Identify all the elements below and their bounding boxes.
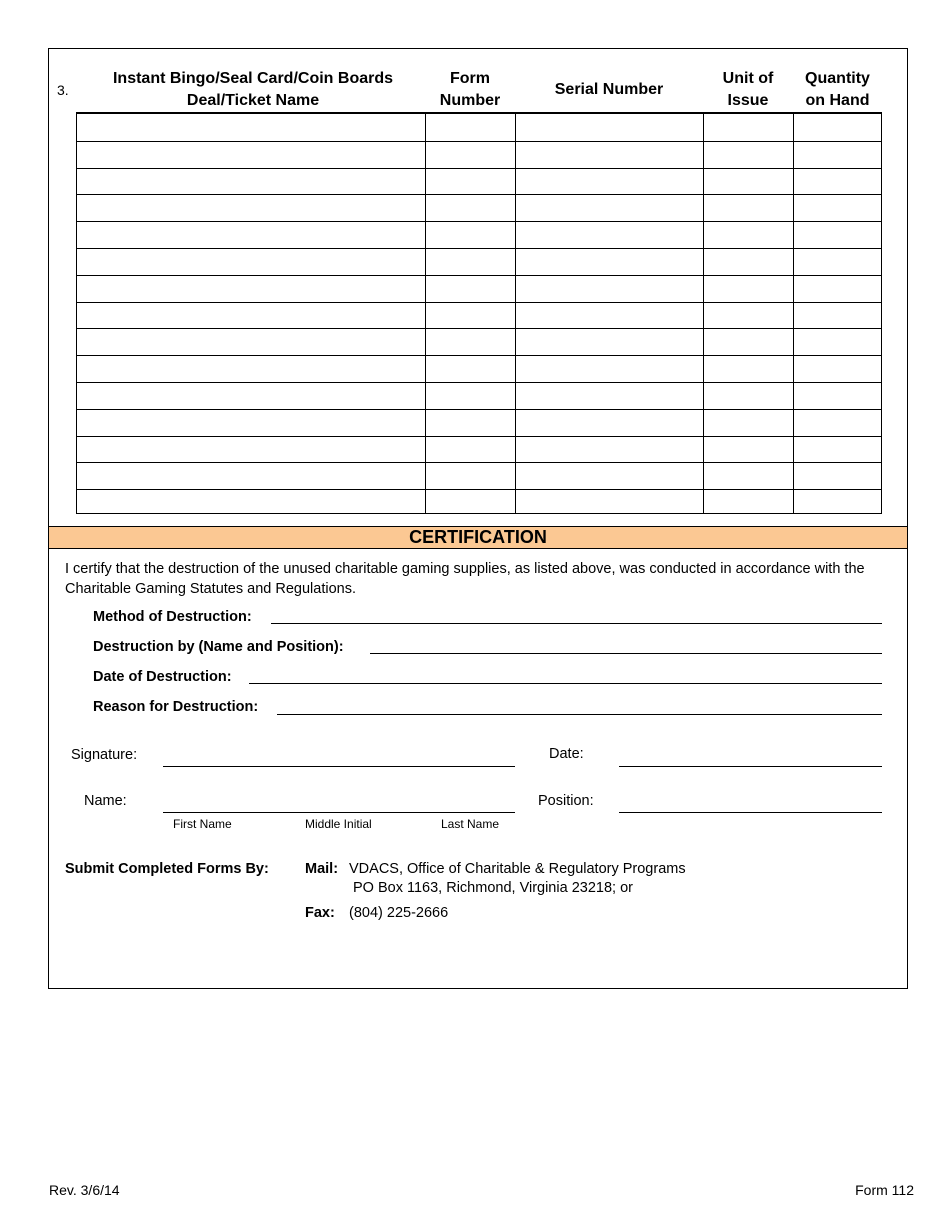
header-deal-name-line2: Deal/Ticket Name [186,92,320,109]
destruction-by-field[interactable] [370,653,882,654]
name-field[interactable] [163,812,515,813]
name-label: Name: [84,793,127,809]
table-row[interactable] [77,355,881,383]
reason-for-destruction-label: Reason for Destruction: [93,699,259,715]
table-row[interactable] [77,168,881,196]
header-serial-number: Serial Number [554,81,664,98]
header-unit-line2: Issue [727,92,769,109]
mail-label: Mail: [305,861,339,877]
table-row[interactable] [77,409,881,437]
table-row[interactable] [77,194,881,222]
destruction-by-label: Destruction by (Name and Position): [93,639,344,655]
certification-title: CERTIFICATION [49,526,907,549]
date-field[interactable] [619,766,882,767]
method-of-destruction-label: Method of Destruction: [93,609,252,625]
table-row[interactable] [77,302,881,330]
table-row[interactable] [77,248,881,276]
signature-label: Signature: [71,747,138,763]
header-form-number-line1: Form [450,70,490,87]
table-row[interactable] [77,436,881,464]
header-unit-of-issue [703,68,793,112]
supplies-table [76,112,882,514]
header-deal-name [78,68,428,112]
submit-label: Submit Completed Forms By: [65,861,269,877]
mail-address-line1: VDACS, Office of Charitable & Regulatory Programs [349,861,686,877]
table-row[interactable] [77,141,881,169]
middle-initial-caption: Middle Initial [305,817,372,831]
header-qty-line1: Quantity [805,70,870,87]
header-form-number [425,68,515,112]
first-name-caption: First Name [173,817,232,831]
fax-label: Fax: [305,905,335,921]
date-of-destruction-label: Date of Destruction: [93,669,232,685]
form-number: Form 112 [855,1182,914,1198]
header-deal-name-line1: Instant Bingo/Seal Card/Coin Boards [112,70,394,87]
date-of-destruction-field[interactable] [249,683,882,684]
table-row[interactable] [77,489,881,516]
certification-statement: I certify that the destruction of the unused charitable gaming supplies, as listed above, was conducted in accordance with the Charitable Gaming Statutes and Regulations. [65,561,865,597]
header-unit-line1: Unit of [722,70,774,87]
mail-address-line2: PO Box 1163, Richmond, Virginia 23218; or [353,880,633,896]
date-label: Date: [549,746,584,762]
table-row[interactable] [77,462,881,490]
header-quantity-on-hand [793,68,882,112]
last-name-caption: Last Name [441,817,500,831]
signature-field[interactable] [163,766,515,767]
table-row[interactable] [77,221,881,249]
reason-for-destruction-field[interactable] [277,714,882,715]
table-row[interactable] [77,275,881,303]
table-row[interactable] [77,328,881,356]
table-row[interactable] [77,114,881,142]
position-label: Position: [538,793,594,809]
revision-date: Rev. 3/6/14 [49,1182,120,1198]
fax-number: (804) 225-2666 [349,905,449,921]
header-qty-line2: on Hand [805,92,870,109]
header-form-number-line2: Number [439,92,501,109]
table-row[interactable] [77,382,881,410]
section-number: 3. [57,82,69,98]
method-of-destruction-field[interactable] [271,623,882,624]
position-field[interactable] [619,812,882,813]
